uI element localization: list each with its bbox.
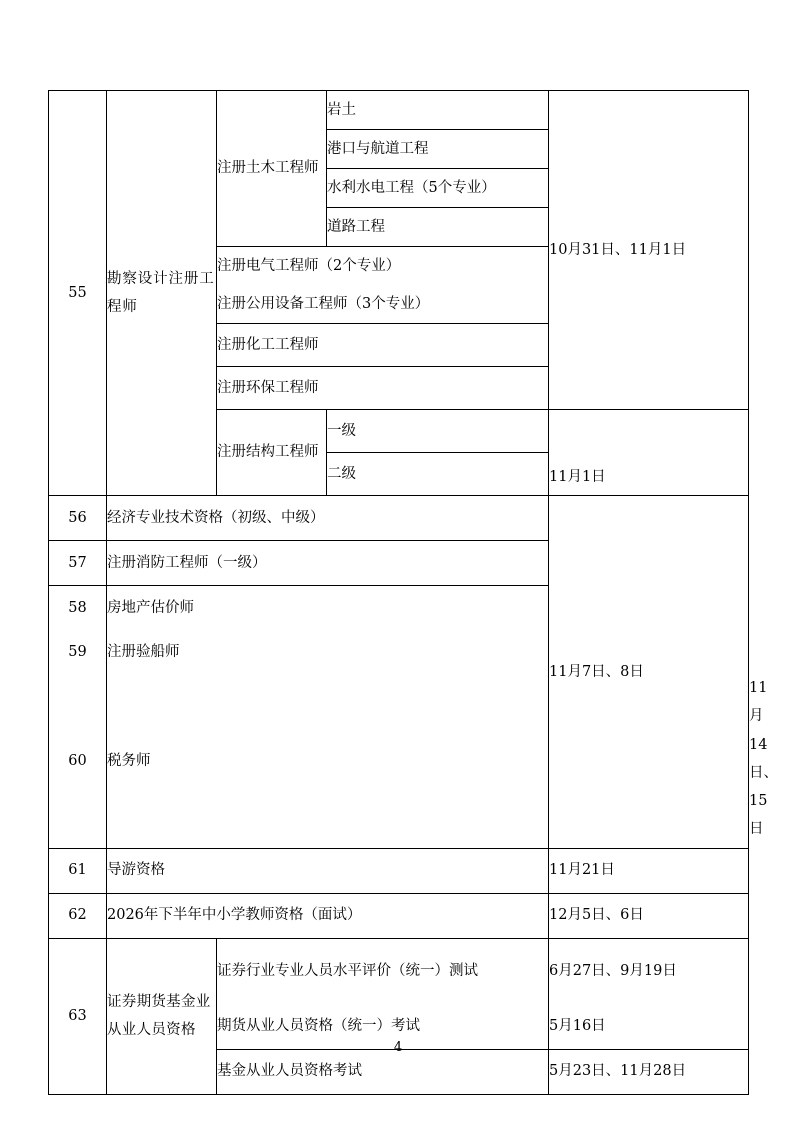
item-electrical: 注册电气工程师（2个专业）	[217, 247, 549, 286]
row-index-58: 58	[49, 586, 107, 631]
row-index-56: 56	[49, 496, 107, 541]
securities-item-evaluation: 证券行业专业人员水平评价（统一）测试	[217, 938, 549, 1005]
category-label-63: 证券期货基金业从业人员资格	[107, 938, 217, 1094]
table-row	[49, 848, 749, 893]
specialty-cell: 岩土	[327, 91, 549, 130]
row-name-60: 税务师	[107, 674, 549, 848]
row-index-63: 63	[49, 938, 107, 1094]
securities-item-futures: 期货从业人员资格（统一）考试	[217, 1005, 549, 1050]
table-row	[49, 893, 749, 938]
row-name-57: 注册消防工程师（一级）	[107, 541, 549, 586]
subgroup-name-structural: 注册结构工程师	[217, 410, 327, 496]
table-row	[49, 496, 749, 541]
date-cell-55-secondary: 11月1日	[549, 410, 749, 496]
specialty-cell: 港口与航道工程	[327, 130, 549, 169]
row-index-57: 57	[49, 541, 107, 586]
date-cell-63-futures: 5月16日	[549, 1005, 749, 1050]
item-chemical: 注册化工工程师	[217, 324, 549, 367]
page-number: 4	[393, 1040, 403, 1055]
row-name-59: 注册验船师	[107, 630, 549, 674]
row-name-61: 导游资格	[107, 848, 549, 893]
structural-level-1: 一级	[327, 410, 549, 453]
securities-item-fund: 基金从业人员资格考试	[217, 1049, 549, 1094]
item-environmental: 注册环保工程师	[217, 367, 549, 410]
table-row	[49, 938, 749, 1005]
exam-schedule-table	[48, 90, 778, 1095]
date-cell-63-fund: 5月23日、11月28日	[549, 1049, 749, 1094]
row-index-62: 62	[49, 893, 107, 938]
row-name-56: 经济专业技术资格（初级、中级）	[107, 496, 549, 541]
subgroup-name-civil: 注册土木工程师	[217, 91, 327, 247]
table-row	[49, 91, 749, 130]
specialty-cell: 道路工程	[327, 208, 549, 247]
date-cell-61: 11月21日	[549, 848, 749, 893]
row-name-62: 2026年下半年中小学教师资格（面试）	[107, 893, 549, 938]
category-label-55: 勘察设计注册工程师	[107, 91, 217, 496]
item-public-equipment: 注册公用设备工程师（3个专业）	[217, 285, 549, 324]
row-index-59: 59	[49, 630, 107, 674]
date-cell-56-59: 11月7日、8日	[549, 496, 749, 849]
date-cell-55-main: 10月31日、11月1日	[549, 91, 749, 410]
structural-level-2: 二级	[327, 453, 549, 496]
date-cell-62: 12月5日、6日	[549, 893, 749, 938]
specialty-cell: 水利水电工程（5个专业）	[327, 169, 549, 208]
row-name-58: 房地产估价师	[107, 586, 549, 631]
date-cell-63-evaluation: 6月27日、9月19日	[549, 938, 749, 1005]
row-index-55: 55	[49, 91, 107, 496]
row-index-60: 60	[49, 674, 107, 848]
row-index-61: 61	[49, 848, 107, 893]
table-row: 60 税务师 11月14日、15日	[49, 674, 749, 848]
